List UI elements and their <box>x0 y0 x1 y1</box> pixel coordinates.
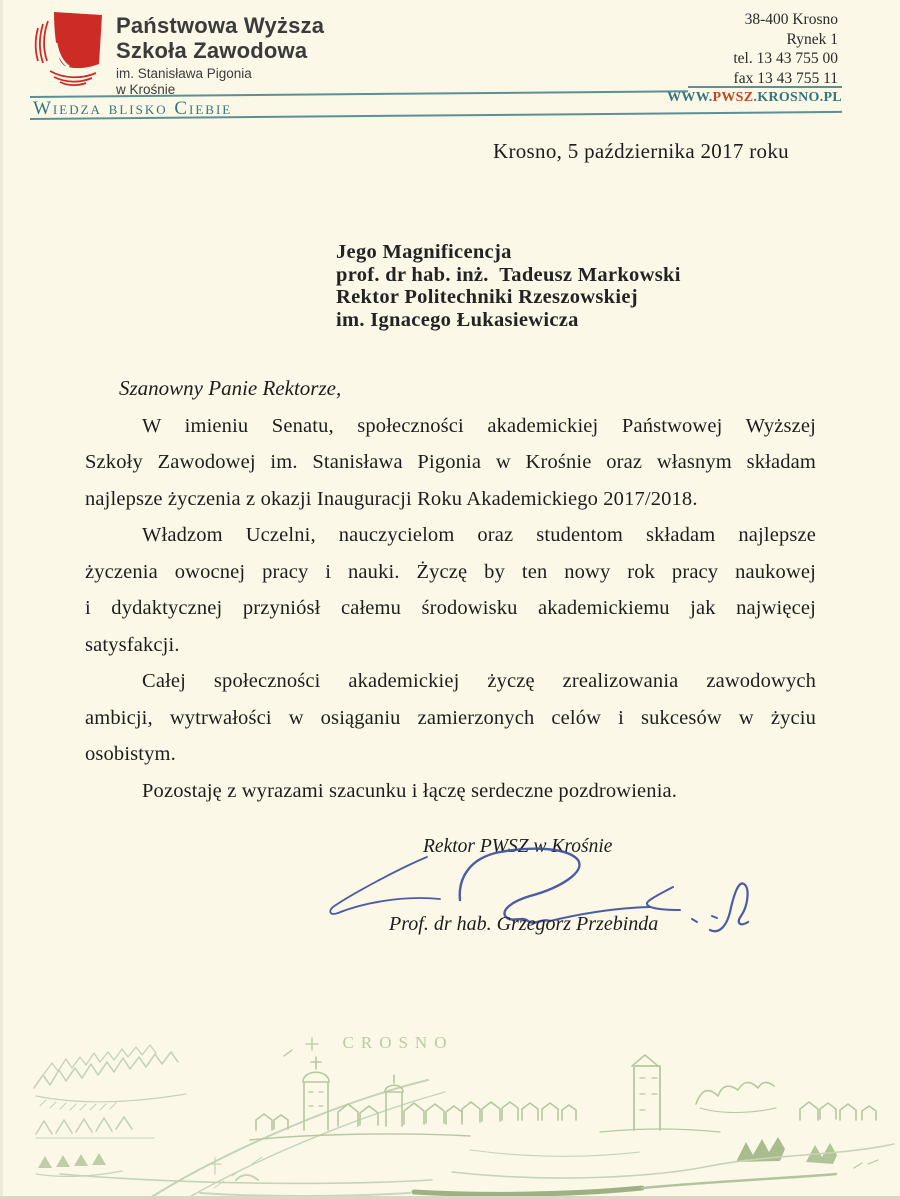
town-houses <box>256 1114 288 1130</box>
tent-row <box>36 1117 132 1134</box>
tower-dome <box>303 1072 329 1082</box>
motto: Wiedza blisko Ciebie <box>33 98 233 119</box>
body-line: Całej społeczności akademickiej życzę zrealizowania zawodowych <box>142 670 816 693</box>
recipient-block <box>336 241 681 331</box>
body-line: Szkoły Zawodowej im. Stanisława Pigonia w Krośnie oraz własnym składam <box>85 451 816 474</box>
church-tower <box>304 1082 328 1130</box>
website-url <box>667 90 842 106</box>
pwsz-logo <box>33 7 107 87</box>
header-rule-top-right <box>688 86 842 88</box>
forest-zigzag <box>44 1045 156 1074</box>
body-line: Pozostaję z wyrazami szacunku i łączę serdeczne pozdrowienia. <box>142 779 678 802</box>
signature-stroke <box>330 857 440 914</box>
date-line: Krosno, 5 października 2017 roku <box>493 139 789 163</box>
foreground-road <box>642 1174 836 1188</box>
org-name-line-4: w Krośnie <box>116 82 176 97</box>
square-tower-windows <box>640 1078 657 1110</box>
body-line: ambicji, wytrwałości w osiąganiu zamierzonych celów i sukcesów w życiu <box>85 706 816 729</box>
tree-base <box>700 1108 776 1113</box>
contact-address-block <box>733 10 838 88</box>
website-highlight: PWSZ <box>712 90 754 105</box>
recipient-line: Jego Magnificencja <box>336 241 512 263</box>
recipient-line: prof. dr hab. inż. Tadeusz Markowski <box>336 263 681 286</box>
watermark-text: CROSNO <box>342 1033 454 1052</box>
square-tower-roof <box>632 1055 658 1066</box>
org-name-line-1: Państwowa Wyższa <box>116 13 325 38</box>
signature-stroke <box>647 887 680 910</box>
body-line: najlepsze życzenia z okazji Inauguracji Roku Akademickiego 2017/2018. <box>85 487 698 510</box>
tent-row-filled <box>38 1153 106 1168</box>
org-name-line-3: im. Stanisława Pigonia <box>116 66 252 81</box>
square-tower <box>634 1066 660 1130</box>
engraving-town-right <box>462 1055 878 1168</box>
letter-body <box>85 408 816 809</box>
forest-base <box>36 1094 186 1102</box>
forest-zigzag <box>34 1052 178 1088</box>
body-line: życzenia owocnej pracy i nauki. Życzę by ten nowy rok pracy naukowej <box>85 560 816 583</box>
logo-book-icon <box>36 12 102 85</box>
tower-cross <box>311 1057 321 1069</box>
website-suffix: .KROSNO.PL <box>753 90 842 105</box>
town-houses <box>462 1102 576 1122</box>
krosno-engraving-watermark <box>0 1022 900 1199</box>
far-houses <box>800 1102 876 1120</box>
salutation: Szanowny Panie Rektorze, <box>119 376 342 400</box>
contact-street: Rynek 1 <box>786 30 838 48</box>
body-line: osobistym. <box>85 743 176 766</box>
org-name-block <box>116 13 324 98</box>
mound <box>236 1175 258 1180</box>
body-line: W imieniu Senatu, społeczności akademickiej Państwowej Wyższej <box>142 415 816 437</box>
org-name-line-2: Szkoła Zawodowa <box>116 38 308 63</box>
ground-sweep <box>470 1150 640 1156</box>
engraving-ground <box>60 1144 894 1196</box>
recipient-line: Rektor Politechniki Rzeszowskiej <box>336 286 638 308</box>
foreground-road-dark <box>414 1188 642 1194</box>
small-marks <box>854 1160 878 1168</box>
signature-name: Prof. dr hab. Grzegorz Przebinda <box>389 913 659 935</box>
body-line: i dydaktycznej przyniósł całemu środowisku akademickiemu jak najwięcej <box>85 597 816 620</box>
tree-clumps <box>696 1082 774 1104</box>
signature-title: Rektor PWSZ w Krośnie <box>423 836 613 857</box>
tower-windows <box>309 1092 323 1106</box>
engraving-town-center <box>250 1038 470 1140</box>
contact-postal: 38-400 Krosno <box>744 11 838 28</box>
small-tower <box>385 1075 403 1126</box>
website-prefix: WWW. <box>667 90 713 105</box>
body-line: satysfakcji. <box>85 633 180 656</box>
contact-phone: tel. 13 43 755 00 <box>733 50 838 67</box>
town-ground-line <box>250 1134 470 1140</box>
signature-stroke <box>692 916 717 922</box>
contact-fax: fax 13 43 755 11 <box>733 69 838 87</box>
signature-stroke <box>460 849 580 923</box>
signature-stroke <box>710 883 748 931</box>
body-line: Władzom Uczelni, nauczycielom oraz studentom składam najlepsze <box>142 524 816 547</box>
recipient-line: im. Ignacego Łukasiewicza <box>336 308 579 331</box>
scan-edge-left <box>0 0 3 1199</box>
town-houses <box>338 1103 462 1126</box>
sky-cross-mark <box>284 1038 318 1056</box>
